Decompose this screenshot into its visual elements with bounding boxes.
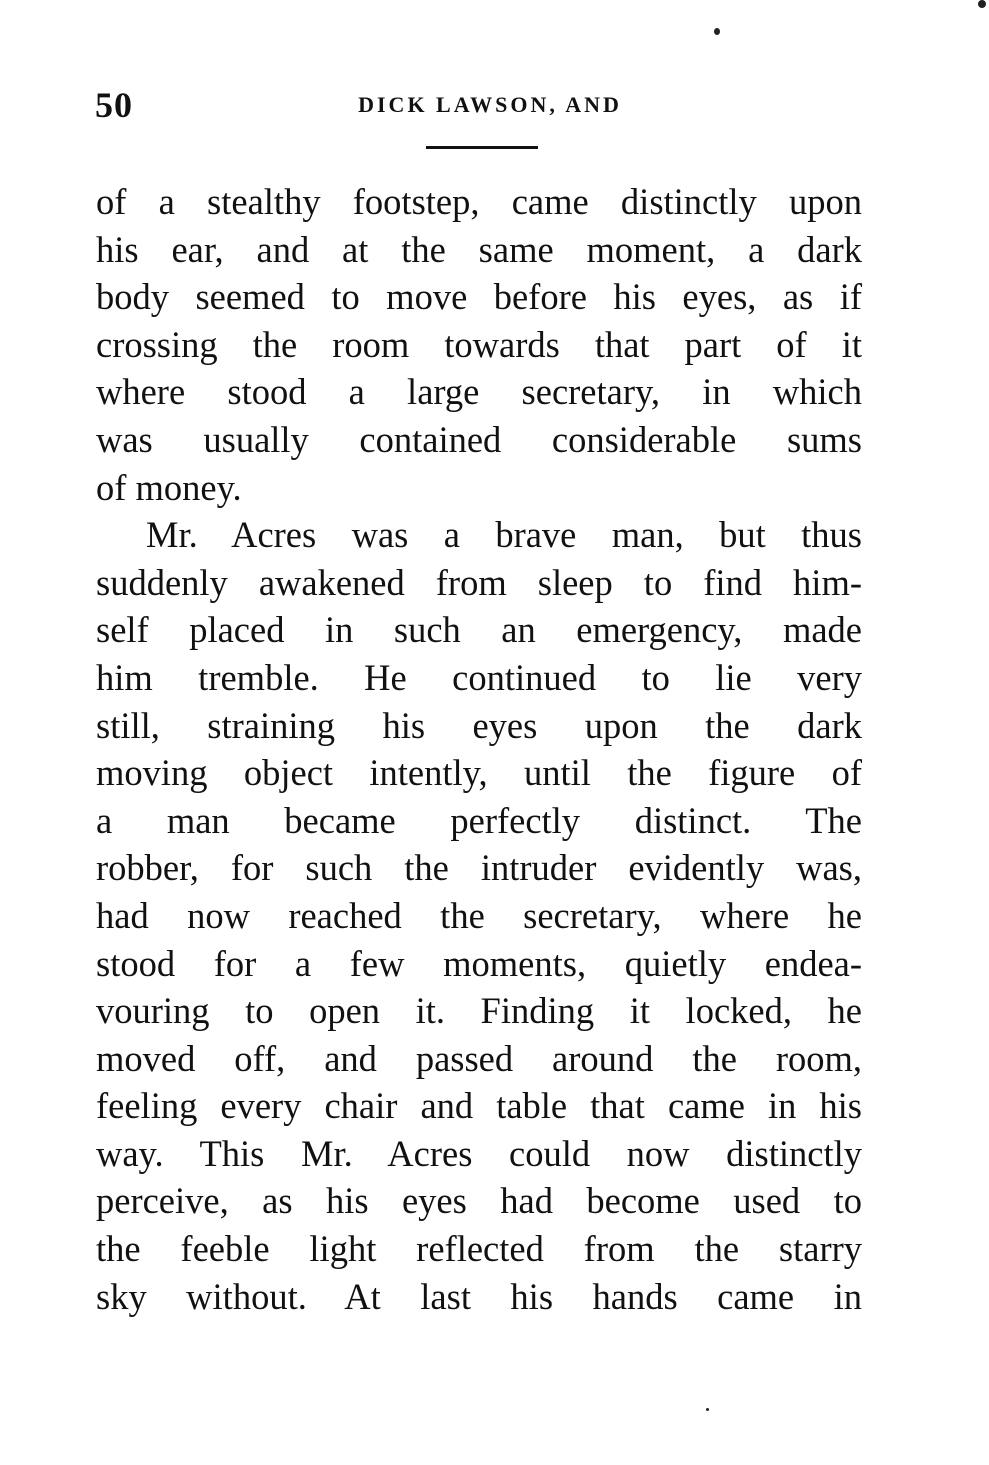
text-line: way. This Mr. Acres could now distinctly	[96, 1132, 862, 1174]
text-line: had now reached the secretary, where he	[96, 894, 862, 936]
text-line: of a stealthy footstep, came distinctly upon	[96, 181, 862, 222]
text-line: the feeble light reflected from the starry	[96, 1228, 862, 1270]
ink-speck-bottom	[706, 1408, 709, 1411]
page-body	[96, 178, 862, 1320]
text-line: his ear, and at the same moment, a dark	[96, 228, 862, 270]
text-line: was usually contained considerable sums	[96, 418, 862, 460]
text-line: suddenly awakened from sleep to find him-	[96, 561, 862, 603]
text-line: self placed in such an emergency, made	[96, 609, 862, 651]
running-head	[95, 84, 865, 132]
text-line: stood for a few moments, quietly endea-	[96, 942, 862, 984]
text-line: where stood a large secretary, in which	[96, 371, 862, 413]
text-line: feeling every chair and table that came in his	[96, 1085, 862, 1127]
text-line: moving object intently, until the figure of	[96, 752, 862, 794]
running-title: DICK LAWSON, AND	[358, 92, 622, 117]
text-line: crossing the room towards that part of it	[96, 323, 862, 365]
ink-speck-corner	[978, 0, 986, 8]
text-line: vouring to open it. Finding it locked, he	[96, 990, 862, 1032]
text-line: still, straining his eyes upon the dark	[96, 704, 862, 746]
ink-speck-top	[714, 28, 720, 35]
header-rule	[426, 146, 538, 149]
text-line: Mr. Acres was a brave man, but thus	[146, 514, 862, 556]
text-line: perceive, as his eyes had become used to	[96, 1180, 862, 1222]
text-line: sky without. At last his hands came in	[96, 1275, 862, 1317]
text-line: him tremble. He continued to lie very	[96, 656, 862, 698]
text-line: moved off, and passed around the room,	[96, 1037, 862, 1079]
text-line: of money.	[96, 466, 242, 508]
text-line: a man became perfectly distinct. The	[96, 799, 862, 841]
text-line: robber, for such the intruder evidently was,	[96, 847, 862, 889]
page-number: 50	[95, 85, 133, 125]
text-line: body seemed to move before his eyes, as if	[96, 276, 862, 318]
